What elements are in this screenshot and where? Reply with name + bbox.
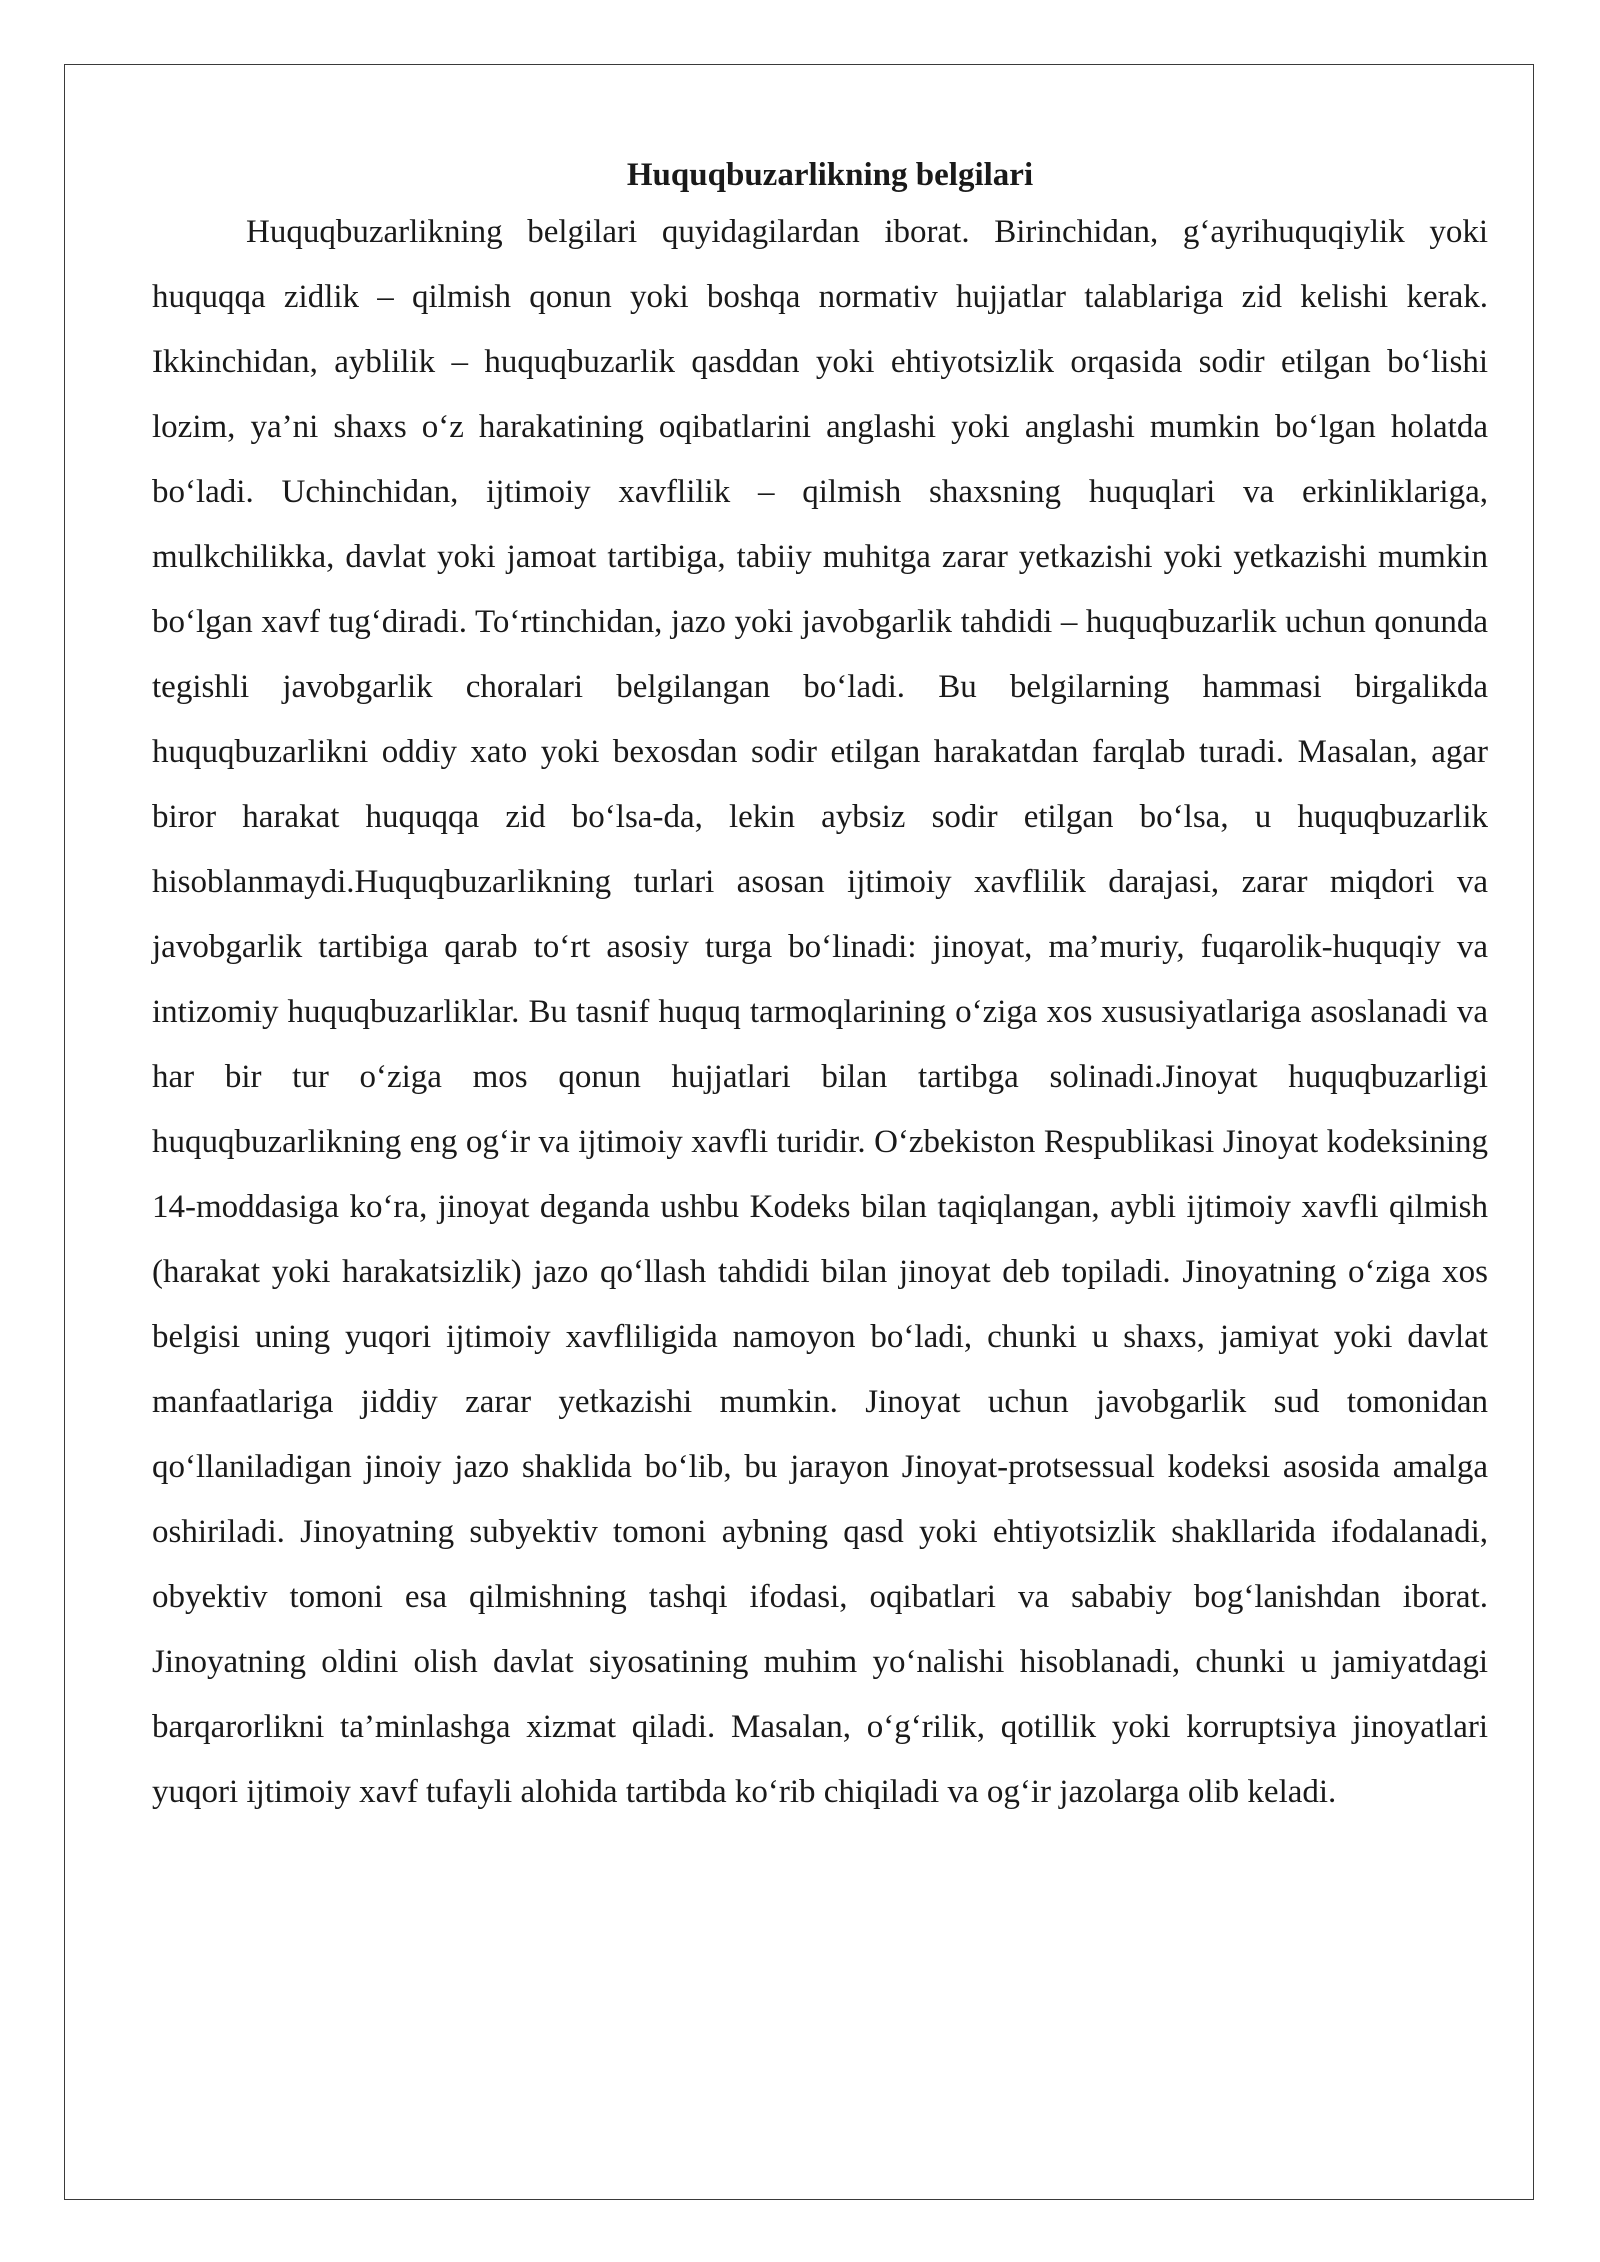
document-body-paragraph: Huquqbuzarlikning belgilari quyidagilardan iborat. Birinchidan, g‘ayrihuquqiylik yoki huquqqa zidlik – qilmish qonun yoki boshqa normativ hujjatlar talablariga zid kelishi kerak. Ikkinchidan, ayblilik – huquqbuzarlik qasddan yoki ehtiyotsizlik orqasida sodir etilgan bo‘lishi lozim, ya’ni shaxs o‘z harakatining oqibatlarini anglashi yoki anglashi mumkin bo‘lgan holatda bo‘ladi. Uchinchidan, ijtimoiy xavflilik – qilmish shaxsning huquqlari va erkinliklariga, mulkchilikka, davlat yoki jamoat tartibiga, tabiiy muhitga zarar yetkazishi yoki yetkazishi mumkin bo‘lgan xavf tug‘diradi. To‘rtinchidan, jazo yoki javobgarlik tahdidi – huquqbuzarlik uchun qonunda tegishli javobgarlik choralari belgilangan bo‘ladi. Bu belgilarning hammasi birgalikda huquqbuzarlikni oddiy xato yoki bexosdan sodir etilgan harakatdan farqlab turadi. Masalan, agar biror harakat huquqqa zid bo‘lsa-da, lekin aybsiz sodir etilgan bo‘lsa, u huquqbuzarlik hisoblanmaydi.Huquqbuzarlikning turlari asosan ijtimoiy xavflilik darajasi, zarar miqdori va javobgarlik tartibiga qarab to‘rt asosiy turga bo‘linadi: jinoyat, ma’muriy, fuqarolik-huquqiy va intizomiy huquqbuzarliklar. Bu tasnif huquq tarmoqlarining o‘ziga xos xususiyatlariga asoslanadi va har bir tur o‘ziga mos qonun hujjatlari bilan tartibga solinadi.Jinoyat huquqbuzarligi huquqbuzarlikning eng og‘ir va ijtimoiy xavfli turidir. O‘zbekiston Respublikasi Jinoyat kodeksining 14-moddasiga ko‘ra, jinoyat deganda ushbu Kodeks bilan taqiqlangan, aybli ijtimoiy xavfli qilmish (harakat yoki harakatsizlik) jazo qo‘llash tahdidi bilan jinoyat deb topiladi. Jinoyatning o‘ziga xos belgisi uning yuqori ijtimoiy xavfliligida namoyon bo‘ladi, chunki u shaxs, jamiyat yoki davlat manfaatlariga jiddiy zarar yetkazishi mumkin. Jinoyat uchun javobgarlik sud tomonidan qo‘llaniladigan jinoiy jazo shaklida bo‘lib, bu jarayon Jinoyat-protsessual kodeksi asosida amalga oshiriladi. Jinoyatning subyektiv tomoni aybning qasd yoki ehtiyotsizlik shakllarida ifodalanadi, obyektiv tomoni esa qilmishning tashqi ifodasi, oqibatlari va sababiy bog‘lanishdan iborat. Jinoyatning oldini olish davlat siyosatining muhim yo‘nalishi hisoblanadi, chunki u jamiyatdagi barqarorlikni ta’minlashga xizmat qiladi. Masalan, o‘g‘rilik, qotillik yoki korruptsiya jinoyatlari yuqori ijtimoiy xavf tufayli alohida tartibda ko‘rib chiqiladi va og‘ir jazolarga olib keladi. [152,214,1488,1810]
document-title: Huquqbuzarlikning belgilari [626,157,1034,193]
document-content [152,150,1488,1825]
